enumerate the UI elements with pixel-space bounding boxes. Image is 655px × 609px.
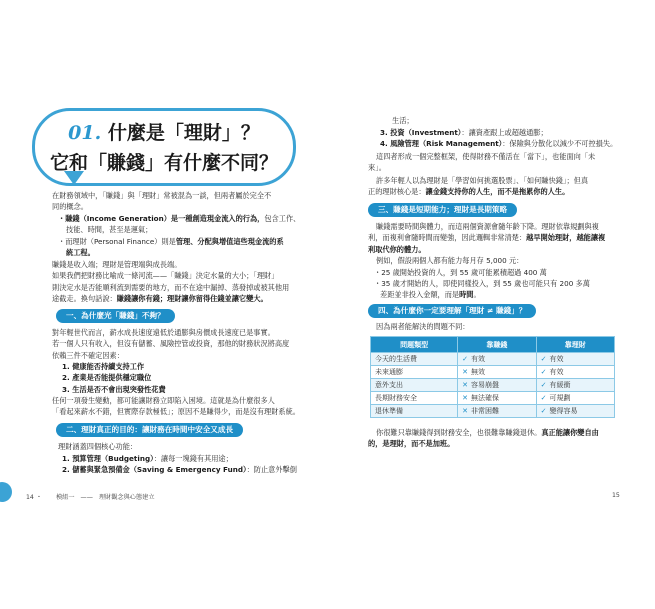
para-plain: 。 [473, 290, 481, 300]
table-cell [458, 366, 536, 379]
table-cell: 未來通膨 [371, 366, 458, 379]
left-footer [26, 492, 155, 501]
list-rest: ：防止意外擊倒 [246, 465, 297, 475]
check-icon: ✓ [540, 368, 547, 376]
para-table-intro: 因為兩者能解決的問題不同： [376, 322, 470, 331]
para-compound [368, 221, 605, 301]
para-line: 則決定水是否能順利流到需要的地方，而不在途中漏掉、蒸發掉或被其他用 [52, 282, 290, 292]
para-line: 如果我們把財務比喻成一條河流——「賺錢」決定水量的大小；「理財」 [52, 271, 279, 281]
list-rest: ：讓資產跟上或超越通膨； [461, 128, 548, 137]
right-page-number: 15 [612, 492, 620, 499]
section-heading-4: 四、為什麼你一定要理解「理財 ≠ 賺錢」？ [368, 304, 536, 318]
cell-text: 變得容易 [549, 407, 578, 415]
list-bold: 1. 預算管理（Budgeting） [62, 454, 154, 463]
para-young [52, 327, 289, 361]
table-row [371, 379, 615, 392]
para-bold: 時間 [459, 290, 474, 300]
table-row [371, 353, 615, 366]
list-rest: ：讓每一塊錢有其用途； [153, 454, 233, 463]
table-header-row [371, 337, 615, 353]
footer-separator: ・ [35, 494, 43, 501]
para-line: 同的概念。 [52, 202, 88, 212]
list-bold: 4. 風險管理（Risk Management） [380, 139, 503, 149]
para-line: 途截走。換句話說： [52, 294, 117, 304]
cross-icon: ✕ [462, 394, 469, 402]
section-heading-plain: 二、理財真正的目的： [66, 425, 142, 434]
cell-text: 有效 [471, 355, 486, 363]
para-line: 若一個人只有收入，但沒有儲蓄、風險控管或投資，那他的財務狀況將高度 [52, 339, 290, 349]
para-line: 依賴三件不確定因素： [52, 350, 124, 360]
cross-icon: ✕ [462, 381, 469, 389]
para-line: 利取代你的體力。 [368, 244, 426, 254]
para-line: 來」。 [368, 163, 386, 173]
table-cell [458, 353, 536, 366]
table-header: 靠賺錢 [458, 337, 536, 353]
table-cell [536, 353, 614, 366]
table-cell [536, 405, 614, 418]
title-line-2: 它和「賺錢」有什麼不同？ [49, 152, 278, 174]
table-cell [458, 405, 536, 418]
para-line: 賺錢需要時間與體力，而這兩個資源會隨年齡下降。理財依靠規劃與複 [376, 222, 599, 231]
table-cell [536, 392, 614, 405]
table-row [371, 392, 615, 405]
para-bold: 真正能讓你變自由 [541, 428, 599, 437]
para-bold: 越早開始理財，越能讓複 [526, 233, 606, 243]
para-core [368, 175, 588, 198]
para-line: 的，是理財，而不是加班。 [368, 439, 455, 449]
title-bubble-tail [64, 171, 84, 185]
para-bold: 讓金錢支持你的人生，而不是拖累你的人生。 [425, 187, 570, 197]
para-river [52, 259, 289, 305]
check-icon: ✓ [540, 381, 547, 389]
bullet-bold: 管理、分配與增值這些現金流的系 [175, 236, 284, 246]
para-line: 對年輕世代而言，薪水成長速度遠低於通膨與房價成長速度已是事實。 [52, 328, 275, 337]
function-list-cont [380, 127, 617, 150]
check-icon: ✓ [540, 407, 547, 415]
para-bold: 賺錢讓你有錢；理財讓你留得住錢並讓它變大。 [116, 294, 268, 304]
cross-icon: ✕ [462, 407, 469, 415]
cell-text: 有效 [549, 368, 564, 376]
bullet-plain: ・而理財（Personal Finance）則是 [58, 236, 176, 246]
comparison-table [370, 336, 615, 418]
check-icon: ✓ [462, 355, 469, 363]
footer-title: 理財觀念與心態建立 [98, 494, 155, 501]
footer-module: 模組一 [56, 494, 75, 501]
table-cell: 意外支出 [371, 379, 458, 392]
table-cell [458, 392, 536, 405]
para-plain: 利，而複利會隨時間而變強，因此邏輯非常清楚： [368, 233, 527, 243]
para-line: 例如，假設兩個人都有能力每月存 5,000 元： [376, 256, 524, 266]
function-list [62, 453, 297, 476]
title-text-1: 什麼是「理財」？ [101, 122, 260, 144]
example-bullet: ・35 歲才開始的人，即使同樣投入，到 55 歲也可能只有 200 多萬 [374, 279, 590, 289]
title-line-1 [35, 118, 293, 145]
page-number: 14 [26, 494, 34, 501]
cell-text: 無效 [471, 368, 486, 376]
cell-text: 有效 [549, 355, 564, 363]
list-item: 2. 產業是否能提供穩定職位 [62, 373, 152, 383]
table-header: 問題類型 [371, 337, 458, 353]
cell-text: 非常困難 [471, 407, 500, 415]
section-heading-bold: 讓財務在時間中安全又成長 [141, 425, 234, 434]
section-heading-2 [56, 423, 243, 437]
para-line: 任何一項發生變動，都可能讓財務立即陷入困境。這就是為什麼很多人 [52, 396, 275, 405]
table-cell: 今天的生活費 [371, 353, 458, 366]
table-cell [536, 366, 614, 379]
cell-text: 可規劃 [549, 394, 571, 402]
cross-icon: ✕ [462, 368, 469, 376]
cell-text: 容易崩盤 [471, 381, 500, 389]
example-bullet: ・25 歲開始投資的人，到 55 歲可能累積超過 400 萬 [374, 267, 547, 277]
footer-dash: —— [80, 494, 93, 501]
cell-text: 無法確保 [471, 394, 500, 402]
table-header: 靠理財 [536, 337, 614, 353]
para-continued: 生活； [392, 116, 414, 125]
table-cell: 長期財務安全 [371, 392, 458, 405]
table-cell [458, 379, 536, 392]
table-row [371, 405, 615, 418]
uncertainty-list [62, 361, 166, 395]
table-cell [536, 379, 614, 392]
bullet-line: 技能、時間，甚至是運氣； [66, 225, 153, 235]
para-conclusion [368, 427, 599, 450]
list-bold: 2. 儲蓄與緊急預備金（Saving & Emergency Fund） [62, 465, 247, 475]
bullet-rest: 包含工作、 [264, 214, 301, 223]
para-change [52, 395, 300, 418]
section-heading-3: 三、賺錢是短期能力；理財是長期策略 [368, 203, 517, 217]
para-plain: 正的理財核心是： [368, 187, 426, 197]
para-line: 「看起來薪水不錯，但實際存款極低」；原因不是賺得少，而是沒有理財系統。 [52, 407, 300, 417]
para-line: 許多年輕人以為理財是「學習如何挑選股票」、「如何賺快錢」；但真 [376, 176, 589, 185]
section-heading-1: 一、為什麼光「賺錢」不夠？ [56, 309, 175, 323]
bullet-bold: ・賺錢（Income Generation）是一種創造現金流入的行為， [58, 214, 265, 223]
bullet-line: 統工程。 [66, 248, 95, 258]
para-line: 賺錢是收入端；理財是管理端與成長端。 [52, 260, 182, 269]
list-item: 1. 健康能否持續支持工作 [62, 362, 145, 371]
para-intro [52, 190, 271, 213]
title-number: 01. [68, 122, 102, 144]
para-line: 在財務領域中，「賺錢」與「理財」常被混為一談，但兩者屬於完全不 [52, 191, 272, 200]
list-bold: 3. 投資（Investment） [380, 128, 462, 137]
bullet-earning [58, 213, 300, 259]
cell-text: 有緩衝 [549, 381, 571, 389]
check-icon: ✓ [540, 394, 547, 402]
table-row [371, 366, 615, 379]
para-functions: 理財涵蓋四個核心功能： [58, 442, 138, 451]
para-framework [368, 151, 595, 174]
table-cell: 退休準備 [371, 405, 458, 418]
list-item: 3. 生活是否不會出現突發性花費 [62, 384, 166, 394]
check-icon: ✓ [540, 355, 547, 363]
para-line: 這四者形成一個完整框架，使得財務不僅活在「當下」，也能面向「未 [376, 152, 596, 161]
left-page [0, 0, 327, 609]
list-rest: ：保險與分散化以減少不可控損失。 [502, 139, 618, 149]
para-plain: 差距並非投入金額，而是 [380, 290, 460, 300]
para-plain: 你很難只靠賺錢得到財務安全，也很難靠賺錢退休。 [376, 428, 542, 437]
page-tab-marker [0, 482, 12, 502]
